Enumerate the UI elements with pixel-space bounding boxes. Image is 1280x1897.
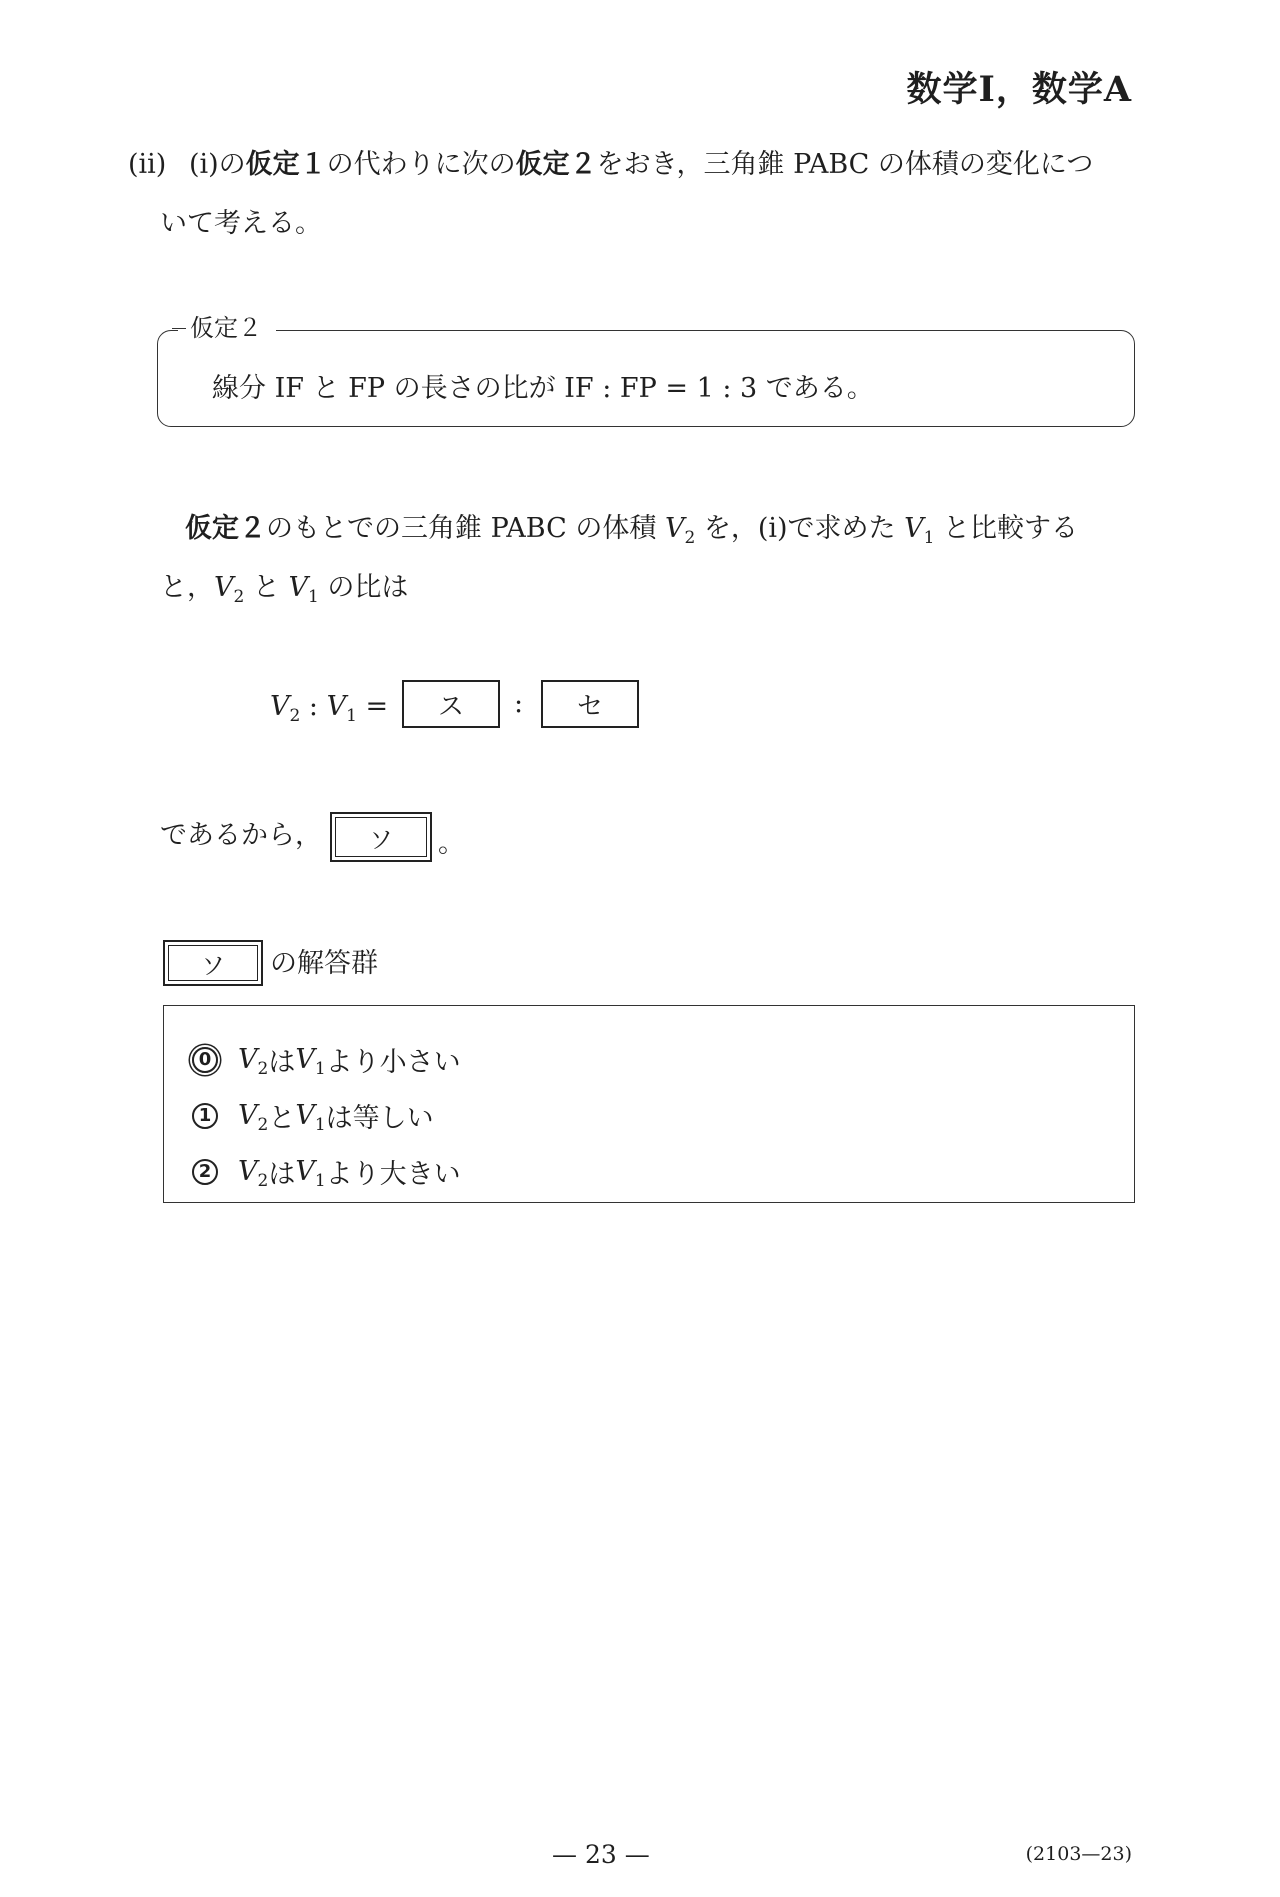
choice-marker-2: 2 — [192, 1159, 218, 1185]
body-text-b: を，(i)で求めた — [695, 513, 905, 544]
ratio-separator: : — [308, 691, 319, 722]
choice-marker-0: 0 — [192, 1047, 218, 1073]
v1-symbol: $V_1$ — [904, 513, 935, 548]
body-text-d: と， — [160, 572, 214, 603]
v2-symbol: $V_2$ — [664, 513, 696, 548]
answer-group-label: の解答群 — [270, 948, 378, 979]
intro-text-b: の代わりに次の — [326, 149, 516, 180]
choice-1-text-b: は等しい — [325, 1103, 434, 1134]
answer-box-so[interactable] — [330, 812, 432, 862]
conclusion-period: 。 — [438, 828, 465, 859]
body-line2 — [160, 572, 409, 607]
answer-box-se[interactable]: セ — [541, 680, 639, 728]
intro-text-a: (i)の — [188, 149, 246, 180]
choices-box — [163, 1005, 1135, 1203]
exam-code: (2103—23) — [1025, 1843, 1132, 1865]
problem-intro-line1 — [128, 151, 1093, 178]
v2-symbol: $V_2$ — [270, 691, 301, 726]
subject-header: 数学Ⅰ，数学A — [906, 69, 1132, 110]
ratio-expression — [270, 691, 389, 726]
problem-label: (ii) — [128, 149, 167, 180]
body-text-a: のもとでの三角錐 PABC の体積 — [266, 513, 665, 544]
assumption-content: 線分 IF と FP の長さの比が IF : FP = 1 : 3 である。 — [212, 373, 874, 404]
v2-symbol: $V_2$ — [238, 1100, 269, 1135]
choice-2-text-a: は — [268, 1159, 296, 1190]
v2-symbol: $V_2$ — [238, 1044, 269, 1079]
choice-0[interactable] — [192, 1040, 461, 1079]
assumption-title: 仮定２ — [178, 316, 276, 340]
v1-symbol: $V_1$ — [295, 1156, 326, 1191]
body-text-c: と比較する — [934, 513, 1079, 544]
intro-text-c: をおき，三角錐 PABC の体積の変化につ — [596, 149, 1094, 180]
v1-symbol: $V_1$ — [295, 1044, 326, 1079]
choice-2-text-b: より大きい — [325, 1159, 461, 1190]
choice-0-text-b: より小さい — [325, 1047, 461, 1078]
conclusion-text: であるから， — [160, 820, 322, 851]
v1-symbol: $V_1$ — [295, 1100, 326, 1135]
choice-2[interactable] — [192, 1152, 461, 1191]
choice-1-text-a: と — [268, 1103, 296, 1134]
answer-box-su[interactable]: ス — [402, 680, 500, 728]
body-text-f: の比は — [318, 572, 409, 603]
body-bold-assumption2: 仮定２ — [185, 513, 266, 544]
body-line1 — [185, 513, 1079, 548]
answer-box-so-label: ソ — [335, 817, 427, 857]
body-text-e: と — [244, 572, 289, 603]
answer-group-box — [163, 940, 263, 986]
choice-0-text-a: は — [268, 1047, 296, 1078]
page-number: — 23 — — [552, 1840, 650, 1869]
intro-bold-assumption1: 仮定１ — [245, 149, 327, 180]
answer-group-box-label: ソ — [168, 945, 258, 981]
v2-symbol: $V_2$ — [214, 572, 245, 607]
choice-1[interactable] — [192, 1096, 434, 1135]
ratio-colon: : — [514, 688, 524, 719]
problem-intro-line2: いて考える。 — [160, 208, 322, 239]
v2-symbol: $V_2$ — [238, 1156, 269, 1191]
v1-symbol: $V_1$ — [326, 691, 357, 726]
v1-symbol: $V_1$ — [288, 572, 319, 607]
equals-sign: = — [365, 691, 389, 722]
intro-bold-assumption2: 仮定２ — [515, 149, 597, 180]
choice-marker-1: 1 — [192, 1103, 218, 1129]
